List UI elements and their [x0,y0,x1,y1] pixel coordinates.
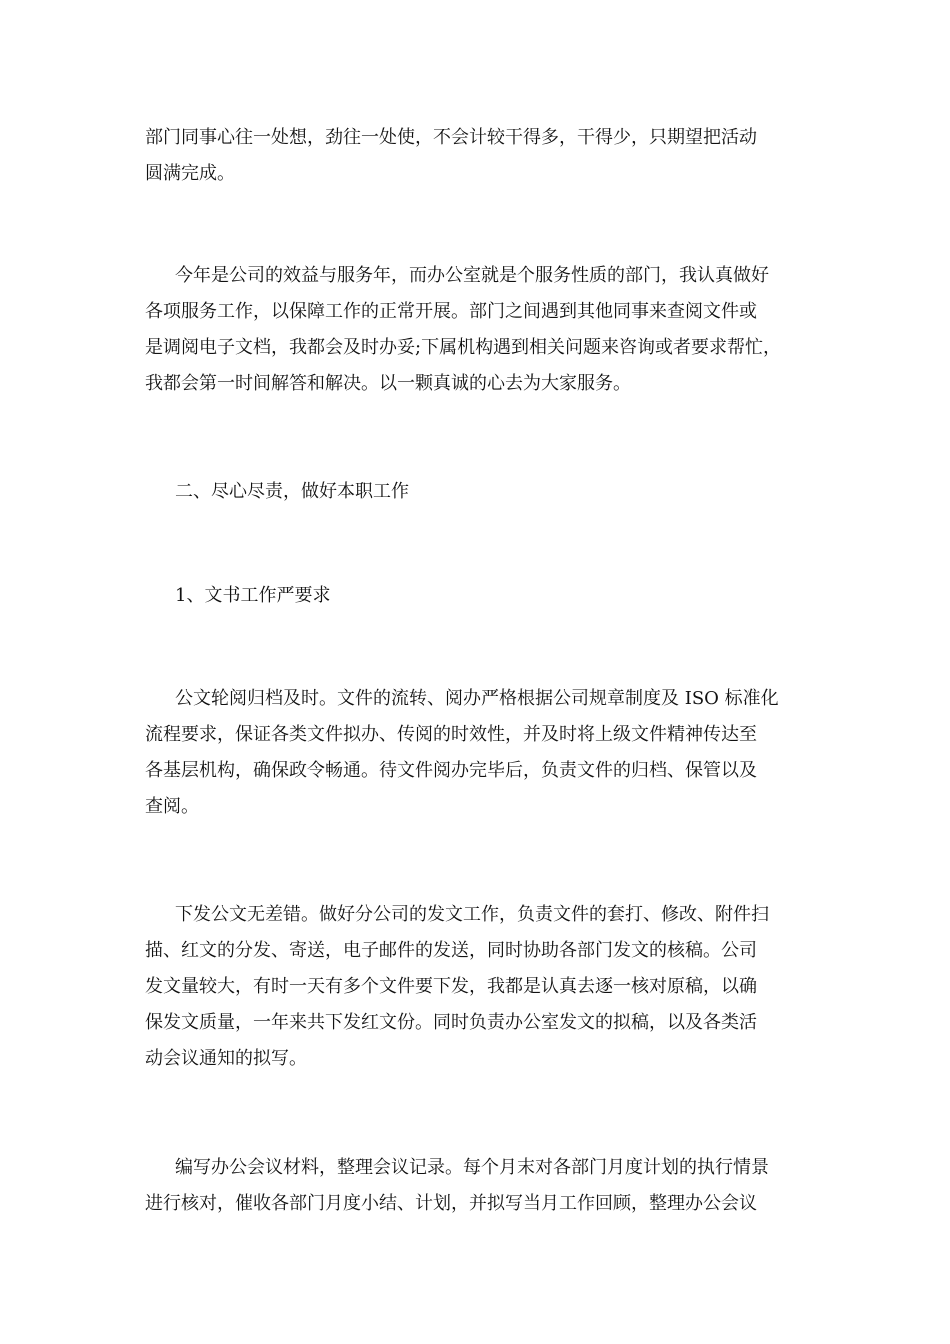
heading-text: 1、文书工作严要求 [175,585,331,606]
paragraph-1 [145,120,825,192]
text-line: 进行核对，催收各部门月度小结、计划，并拟写当月工作回顾，整理办公会议 [145,1193,757,1214]
text-line: 部门同事心往一处想，劲往一处使，不会计较干得多，干得少，只期望把活动 [145,127,757,148]
text-line: 动会议通知的拟写。 [145,1048,307,1069]
paragraph-3 [145,681,825,825]
section-heading [145,474,825,510]
text-line: 保发文质量，一年来共下发红文份。同时负责办公室发文的拟稿，以及各类活 [145,1012,757,1033]
text-line: 各基层机构，确保政令畅通。待文件阅办完毕后，负责文件的归档、保管以及 [145,760,757,781]
text-line: 圆满完成。 [145,163,235,184]
text-line: 流程要求，保证各类文件拟办、传阅的时效性，并及时将上级文件精神传达至 [145,724,757,745]
heading-text: 二、尽心尽责，做好本职工作 [175,481,409,502]
paragraph-5 [145,1150,825,1222]
text-line: 各项服务工作，以保障工作的正常开展。部门之间遇到其他同事来查阅文件或 [145,301,757,322]
text-line: 今年是公司的效益与服务年，而办公室就是个服务性质的部门，我认真做好 [175,265,769,286]
text-line: 公文轮阅归档及时。文件的流转、阅办严格根据公司规章制度及 ISO 标准化 [175,688,779,709]
text-line: 查阅。 [145,796,199,817]
paragraph-4 [145,897,825,1077]
text-line: 下发公文无差错。做好分公司的发文工作，负责文件的套打、修改、附件扫 [175,904,769,925]
text-line: 编写办公会议材料，整理会议记录。每个月末对各部门月度计划的执行情景 [175,1157,769,1178]
text-line: 发文量较大，有时一天有多个文件要下发，我都是认真去逐一核对原稿，以确 [145,976,757,997]
text-line: 描、红文的分发、寄送，电子邮件的发送，同时协助各部门发文的核稿。公司 [145,940,757,961]
subsection-heading [145,578,825,614]
paragraph-2 [145,258,825,402]
text-line: 是调阅电子文档，我都会及时办妥;下属机构遇到相关问题来咨询或者要求帮忙， [145,337,782,358]
text-line: 我都会第一时间解答和解决。以一颗真诚的心去为大家服务。 [145,373,631,394]
